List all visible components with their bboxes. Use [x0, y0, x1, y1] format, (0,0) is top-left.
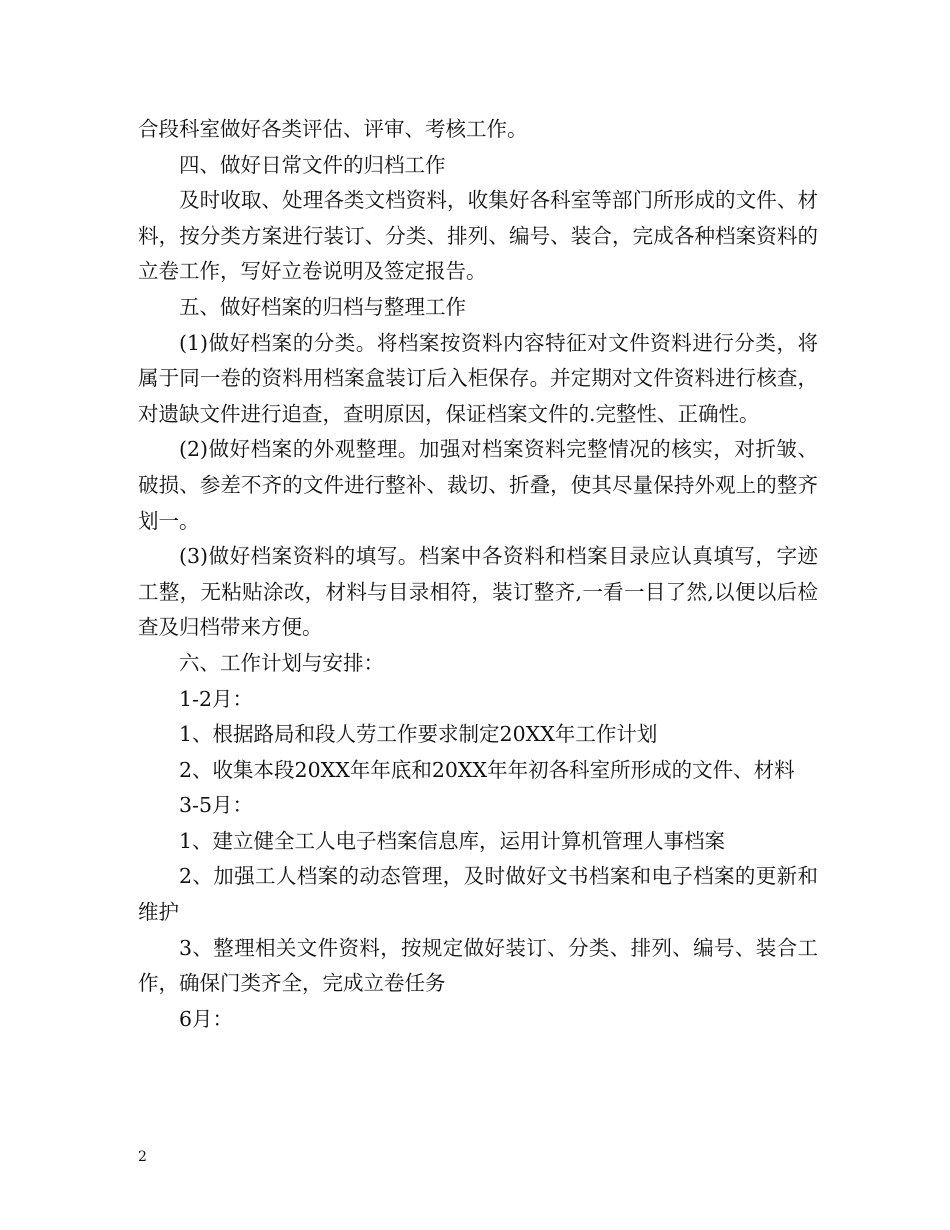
paragraph: 及时收取、处理各类文档资料，收集好各科室等部门所形成的文件、材料，按分类方案进行装订、分类、排列、编号、装合，完成各种档案资料的立卷工作，写好立卷说明及签定报告。 — [138, 188, 818, 284]
schedule-period: 6月： — [179, 1006, 234, 1031]
section-heading: 四、做好日常文件的归档工作 — [179, 152, 446, 177]
schedule-item: 3、整理相关文件资料，按规定做好装订、分类、排列、编号、装合工作，确保门类齐全，完成立卷任务 — [138, 935, 818, 996]
document-body — [138, 112, 818, 1037]
schedule-item: 1、建立健全工人电子档案信息库，运用计算机管理人事档案 — [179, 828, 726, 853]
schedule-item: 2、加强工人档案的动态管理，及时做好文书档案和电子档案的更新和维护 — [138, 864, 818, 925]
schedule-period: 1-2月： — [179, 686, 254, 711]
paragraph: (2)做好档案的外观整理。加强对档案资料完整情况的核实，对折皱、破损、参差不齐的文件进行整补、裁切、折叠，使其尽量保持外观上的整齐划一。 — [138, 437, 818, 533]
paragraph: (3)做好档案资料的填写。档案中各资料和档案目录应认真填写，字迹工整，无粘贴涂改，材料与目录相符，装订整齐,一看一目了然,以便以后检查及归档带来方便。 — [138, 544, 818, 640]
page-number: 2 — [138, 1149, 147, 1165]
paragraph: 合段科室做好各类评估、评审、考核工作。 — [138, 117, 528, 141]
schedule-item: 1、根据路局和段人劳工作要求制定20XX年工作计划 — [179, 722, 658, 747]
section-heading: 六、工作计划与安排： — [179, 650, 384, 675]
schedule-item: 2、收集本段20XX年年底和20XX年年初各科室所形成的文件、材料 — [179, 757, 795, 782]
section-heading: 五、做好档案的归档与整理工作 — [179, 294, 466, 319]
paragraph: (1)做好档案的分类。将档案按资料内容特征对文件资料进行分类，将属于同一卷的资料用档案盒装订后入柜保存。并定期对文件资料进行核查，对遗缺文件进行追查，查明原因，保证档案文件的.完整性、正确性。 — [138, 330, 818, 426]
schedule-period: 3-5月： — [179, 793, 254, 818]
